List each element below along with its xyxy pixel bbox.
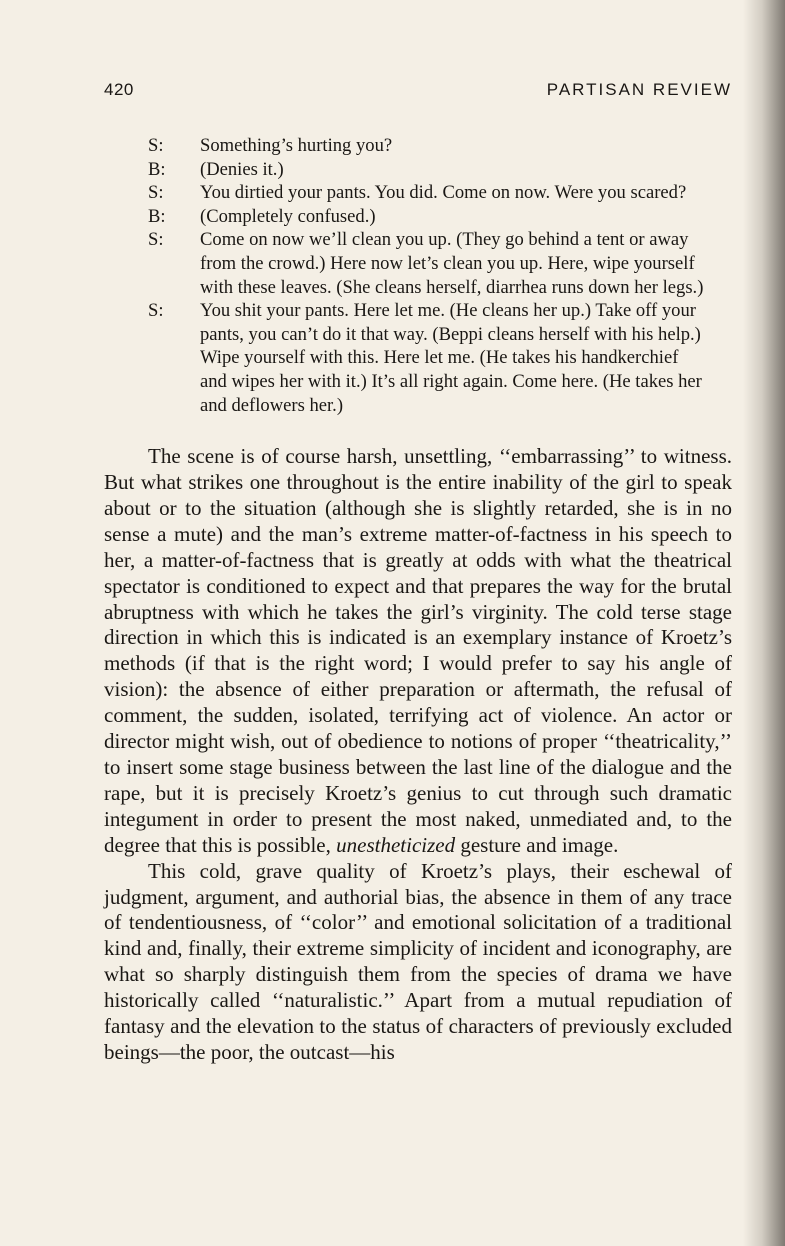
paragraph-text: The scene is of course harsh, unsettling, ‘‘embarrassing’’ to witness. But what strikes one throughout is the entire inability of the girl to speak about or to the situation (although she is slightly retarded, she is in no sense a mute) and the man’s extreme matter-of-factness in his speech to her, a matter-of-factness that is greatly at odds with what the theatrical spectator is conditioned to expect and that prepares the way for the brutal abruptness with which he takes the girl’s virginity. The cold terse stage direction in which this is indicated is an exemplary instance of Kroetz’s methods (if that is the right word; I would prefer to say his angle of vision): the absence of either preparation or aftermath, the refusal of comment, the sudden, isolated, terrifying act of violence. An actor or director might wish, out of obedience to notions of proper ‘‘theatricality,’’ to insert some stage business between the last line of the dialogue and the rape, but it is precisely Kroetz’s genius to cut through such dramatic integument in order to present the most naked, unmediated and, to the degree that this is possible, [104,444,732,857]
body-text [104,444,732,1066]
dialogue-line [148,299,708,417]
page [104,80,732,1066]
italic-term: unestheticized [336,832,456,857]
speaker-label: B: [148,158,166,180]
paragraph [104,444,732,859]
dialogue-line [148,134,708,158]
speech-text: You shit your pants. Here let me. (He cleans her up.) Take off your pants, you can’t do it that way. (Beppi cleans herself with his help.) Wipe yourself with this. Here let me. (He takes his handkerchief and wipes her with it.) It’s all right again. Come here. (He takes her and deflowers her.) [200,300,702,416]
speaker-label: S: [148,135,164,156]
book-spine-shadow [743,0,785,1246]
dialogue-excerpt [148,134,708,417]
speech-text: Come on now we’ll clean you up. (They go behind a tent or away from the crowd.) Here now let’s clean you up. Here, wipe yourself with these leaves. (She cleans herself, diarrhea runs down her legs.) [200,229,704,298]
running-head [104,80,732,100]
paragraph-text: gesture and image. [455,832,619,857]
dialogue-line [148,181,708,205]
speech-text: (Completely confused.) [200,205,376,227]
speaker-label: S: [148,229,164,251]
speaker-label: S: [148,182,164,204]
speech-text: (Denies it.) [200,158,284,180]
dialogue-line [148,158,708,182]
dialogue-line [148,205,708,229]
speech-text: Something’s hurting you? [200,135,393,156]
page-number: 420 [104,80,134,99]
journal-title: PARTISAN REVIEW [546,80,732,99]
speech-text: You dirtied your pants. You did. Come on now. Were you scared? [200,182,687,204]
paragraph: This cold, grave quality of Kroetz’s plays, their eschewal of judgment, argument, and authorial bias, the absence in them of any trace of tendentiousness, of ‘‘color’’ and emotional solicitation of a traditional kind and, finally, their extreme simplicity of incident and iconography, are what so sharply distinguish them from the species of drama we have historically called ‘‘naturalistic.’’ Apart from a mutual repudiation of fantasy and the elevation to the status of characters of previously excluded beings—the poor, the outcast—his [104,858,732,1064]
speaker-label: B: [148,205,166,227]
speaker-label: S: [148,300,164,322]
dialogue-line [148,228,708,299]
